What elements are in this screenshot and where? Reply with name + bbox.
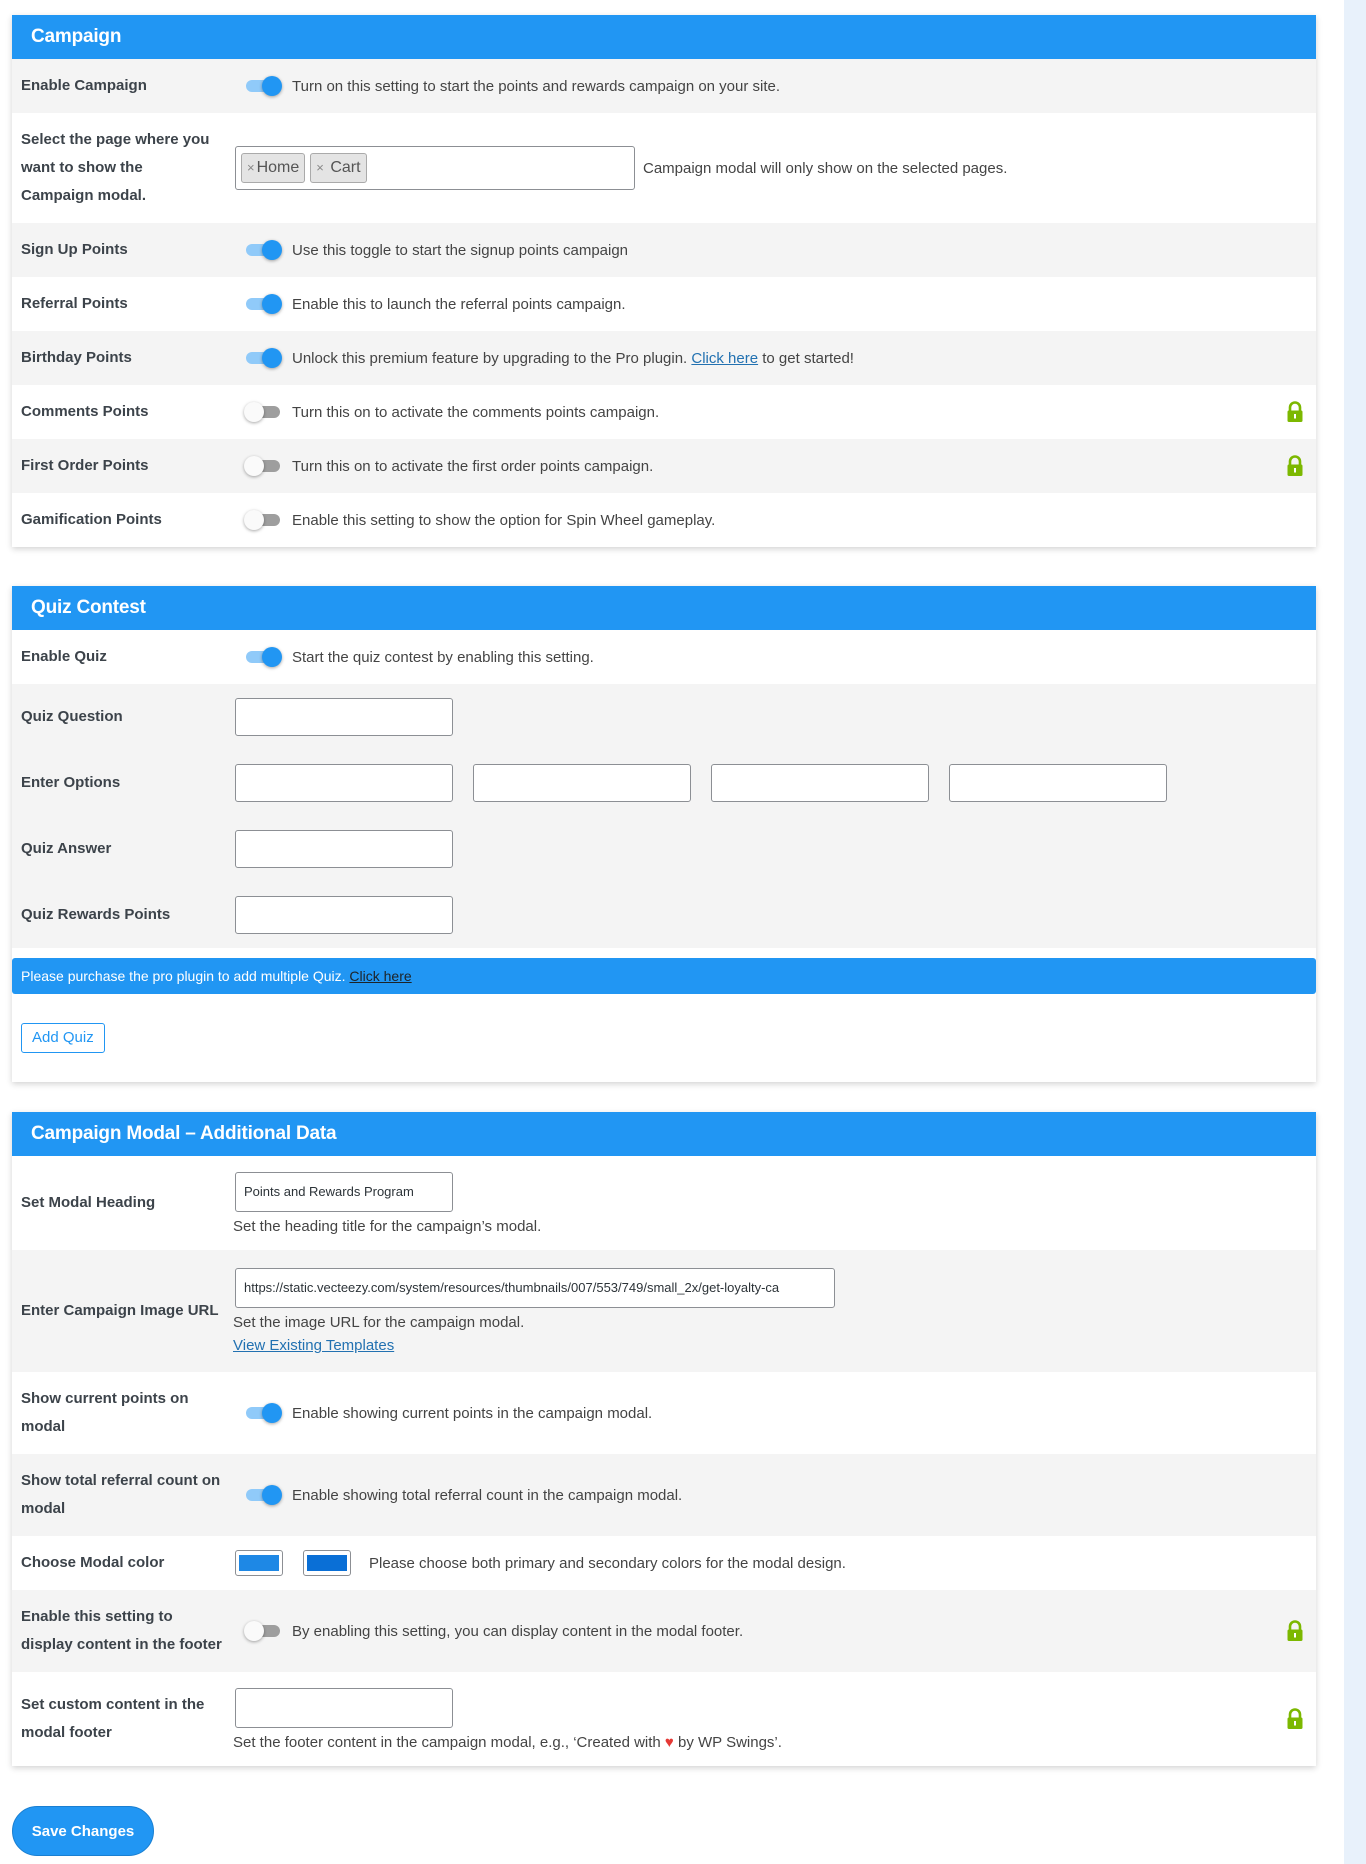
footer-content-desc-before: Set the footer content in the campaign modal, e.g., ‘Created with <box>233 1733 661 1751</box>
chip-remove-icon[interactable]: × <box>247 160 255 175</box>
referral-row <box>12 277 1316 331</box>
referral-toggle[interactable] <box>246 293 280 315</box>
pages-multiselect[interactable] <box>235 146 635 190</box>
chip-label: Home <box>256 159 300 176</box>
quiz-answer-value <box>236 842 244 857</box>
enable-quiz-desc: Start the quiz contest by enabling this setting. <box>292 648 594 666</box>
modal-heading-input[interactable] <box>235 1172 453 1212</box>
quiz-question-value <box>236 710 244 725</box>
quiz-option-3-input[interactable] <box>711 764 929 802</box>
birthday-row <box>12 331 1316 385</box>
comments-label: Comments Points <box>21 403 149 420</box>
lock-icon <box>1286 401 1304 423</box>
enable-campaign-toggle[interactable] <box>246 75 280 97</box>
enable-campaign-row <box>12 59 1316 113</box>
birthday-toggle[interactable] <box>246 347 280 369</box>
campaign-image-desc: Set the image URL for the campaign modal. <box>233 1314 525 1331</box>
first-order-toggle[interactable] <box>246 455 280 477</box>
referral-count-label: Show total referral count on modal <box>21 1472 221 1517</box>
footer-display-toggle[interactable] <box>246 1620 280 1642</box>
modal-heading-value: Points and Rewards Program <box>244 1183 414 1199</box>
comments-row <box>12 385 1316 439</box>
referral-desc: Enable this to launch the referral points campaign. <box>292 295 626 313</box>
referral-count-row <box>12 1454 1316 1536</box>
footer-content-input[interactable] <box>235 1688 453 1728</box>
signup-label: Sign Up Points <box>21 241 128 258</box>
page-chip-cart[interactable] <box>310 153 366 183</box>
modal-section-title: Campaign Modal – Additional Data <box>12 1112 1316 1156</box>
chip-label: Cart <box>330 159 361 176</box>
lock-icon <box>1286 1620 1304 1642</box>
heart-icon: ♥ <box>664 1733 674 1751</box>
footer-content-label: Set custom content in the modal footer <box>21 1696 205 1741</box>
birthday-click-here-link[interactable]: Click here <box>691 349 759 367</box>
modal-heading-row <box>12 1156 1316 1250</box>
footer-display-row <box>12 1590 1316 1672</box>
quiz-rewards-input[interactable] <box>235 896 453 934</box>
first-order-row <box>12 439 1316 493</box>
current-points-label: Show current points on modal <box>21 1390 189 1435</box>
campaign-image-row <box>12 1250 1316 1372</box>
quiz-section-title: Quiz Contest <box>12 586 1316 630</box>
birthday-desc <box>292 350 854 367</box>
current-points-desc: Enable showing current points in the campaign modal. <box>292 1404 653 1422</box>
select-pages-desc: Campaign modal will only show on the selected pages. <box>643 159 1008 177</box>
modal-color-label: Choose Modal color <box>21 1554 165 1571</box>
enable-campaign-label: Enable Campaign <box>21 77 147 94</box>
enable-quiz-row <box>12 630 1316 684</box>
first-order-label: First Order Points <box>21 457 149 474</box>
quiz-rewards-row <box>12 882 1316 948</box>
quiz-answer-row <box>12 816 1316 882</box>
gamification-row <box>12 493 1316 547</box>
signup-toggle[interactable] <box>246 239 280 261</box>
campaign-image-input[interactable] <box>235 1268 835 1308</box>
chip-remove-icon[interactable]: × <box>316 160 324 175</box>
add-quiz-button[interactable]: Add Quiz <box>21 1023 105 1053</box>
select-pages-label: Select the page where you want to show the Campaign modal. <box>21 131 210 204</box>
select-pages-row <box>12 113 1316 223</box>
footer-display-label: Enable this setting to display content in the footer <box>21 1608 222 1653</box>
campaign-section-title: Campaign <box>12 15 1316 59</box>
quiz-options-row <box>12 750 1316 816</box>
lock-icon <box>1286 1708 1304 1730</box>
signup-row <box>12 223 1316 277</box>
modal-color-desc: Please choose both primary and secondary colors for the modal design. <box>369 1554 846 1572</box>
modal-section <box>12 1112 1316 1766</box>
current-points-row <box>12 1372 1316 1454</box>
save-changes-button[interactable]: Save Changes <box>12 1806 154 1856</box>
quiz-options-label: Enter Options <box>21 774 121 791</box>
quiz-answer-input[interactable] <box>235 830 453 868</box>
view-existing-templates-link[interactable]: View Existing Templates <box>233 1337 395 1354</box>
campaign-section <box>12 15 1316 547</box>
birthday-desc-after: to get started! <box>762 349 854 367</box>
pro-notice-click-here-link[interactable]: Click here <box>349 968 412 984</box>
footer-content-desc-after: by WP Swings’. <box>678 1733 782 1751</box>
gamification-label: Gamification Points <box>21 511 162 528</box>
quiz-option-2-value <box>474 776 482 791</box>
campaign-image-value: https://static.vecteezy.com/system/resources/thumbnails/007/553/749/small_2x/get-loyalty-ca <box>244 1280 780 1295</box>
enable-quiz-toggle[interactable] <box>246 646 280 668</box>
footer-content-row <box>12 1672 1316 1766</box>
footer-content-desc <box>233 1734 782 1751</box>
campaign-image-label: Enter Campaign Image URL <box>21 1302 219 1319</box>
quiz-rewards-value <box>236 908 244 923</box>
pro-notice-text: Please purchase the pro plugin to add multiple Quiz. <box>21 968 346 984</box>
modal-heading-label: Set Modal Heading <box>21 1194 156 1211</box>
first-order-desc: Turn this on to activate the first order points campaign. <box>292 457 654 475</box>
add-quiz-row <box>12 994 1316 1082</box>
quiz-question-label: Quiz Question <box>21 708 123 725</box>
gamification-desc: Enable this setting to show the option for Spin Wheel gameplay. <box>292 511 716 529</box>
referral-count-toggle[interactable] <box>246 1484 280 1506</box>
lock-icon <box>1286 455 1304 477</box>
quiz-option-1-input[interactable] <box>235 764 453 802</box>
birthday-desc-text: Unlock this premium feature by upgrading to the Pro plugin. <box>292 349 688 367</box>
modal-heading-desc: Set the heading title for the campaign’s modal. <box>233 1217 542 1235</box>
signup-desc: Use this toggle to start the signup points campaign <box>292 241 629 259</box>
pro-notice <box>12 958 1316 994</box>
quiz-option-2-input[interactable] <box>473 764 691 802</box>
quiz-question-input[interactable] <box>235 698 453 736</box>
quiz-answer-label: Quiz Answer <box>21 840 112 857</box>
modal-color-row <box>12 1536 1316 1590</box>
footer-content-value <box>236 1700 244 1715</box>
comments-toggle[interactable] <box>246 401 280 423</box>
enable-quiz-label: Enable Quiz <box>21 648 107 665</box>
quiz-option-4-value <box>950 776 958 791</box>
quiz-option-1-value <box>236 776 244 791</box>
gamification-toggle[interactable] <box>246 509 280 531</box>
right-scroll-strip <box>1344 0 1366 1864</box>
quiz-option-3-value <box>712 776 720 791</box>
referral-count-desc: Enable showing total referral count in the campaign modal. <box>292 1486 683 1504</box>
current-points-toggle[interactable] <box>246 1402 280 1424</box>
quiz-rewards-label: Quiz Rewards Points <box>21 906 171 923</box>
quiz-option-4-input[interactable] <box>949 764 1167 802</box>
footer-display-desc: By enabling this setting, you can display content in the modal footer. <box>292 1622 744 1640</box>
referral-label: Referral Points <box>21 295 128 312</box>
secondary-color-picker[interactable] <box>303 1550 351 1576</box>
birthday-label: Birthday Points <box>21 349 132 366</box>
comments-desc: Turn this on to activate the comments points campaign. <box>292 403 660 421</box>
primary-color-picker[interactable] <box>235 1550 283 1576</box>
page-chip-home[interactable] <box>241 153 305 183</box>
quiz-section <box>12 586 1316 1082</box>
quiz-question-row <box>12 684 1316 750</box>
enable-campaign-desc: Turn on this setting to start the points and rewards campaign on your site. <box>292 77 781 95</box>
